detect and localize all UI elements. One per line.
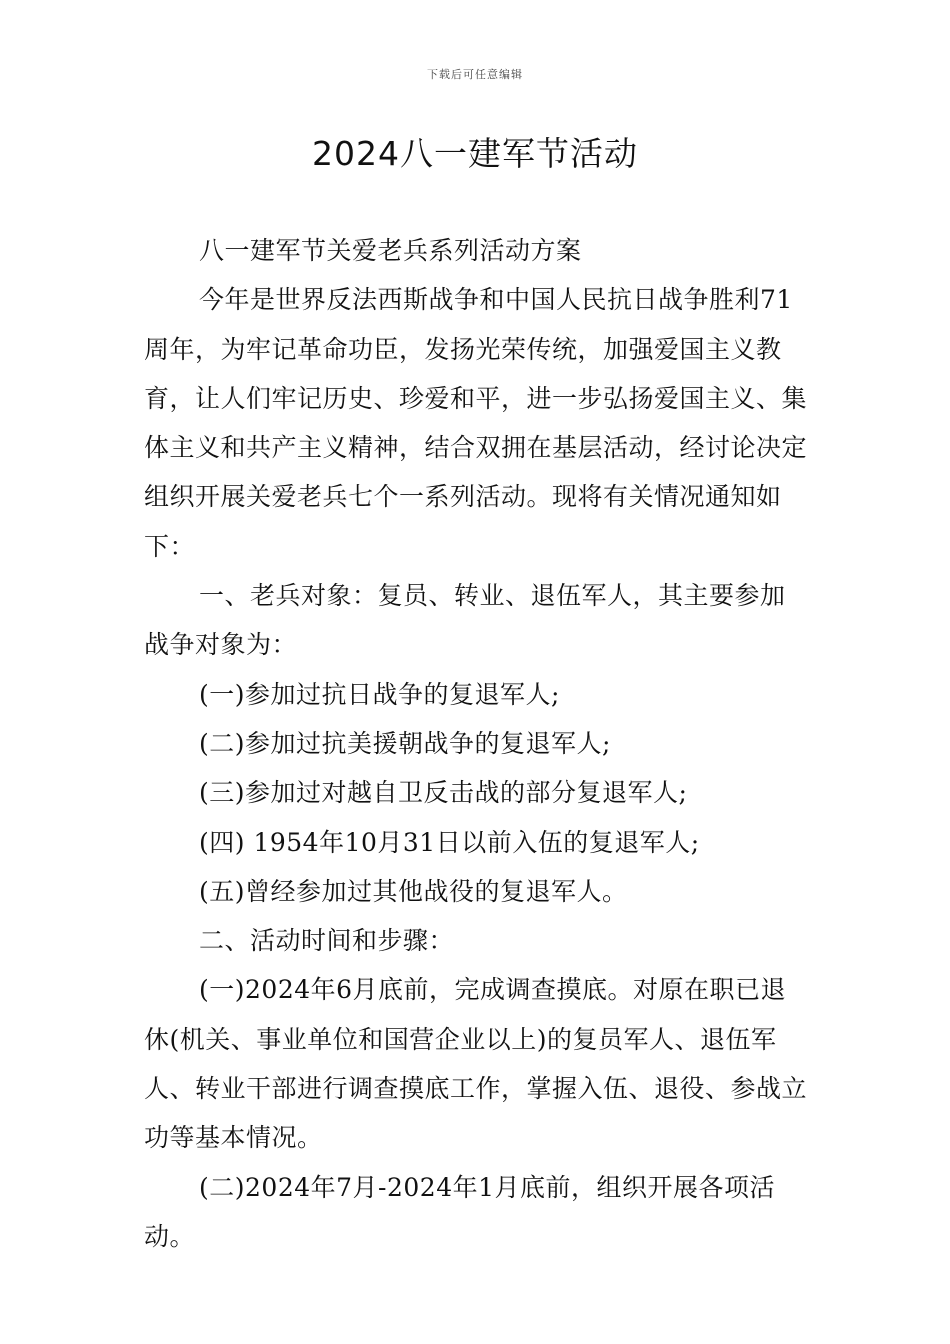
paragraph-item-3: (三)参加过对越自卫反击战的部分复退军人; bbox=[199, 778, 688, 808]
paragraph-item-4: (四) 1954年10月31日以前入伍的复退军人; bbox=[199, 827, 700, 857]
paragraph-subtitle: 八一建军节关爱老兵系列活动方案 bbox=[199, 236, 582, 265]
paragraph-item-1: (一)参加过抗日战争的复退军人; bbox=[199, 679, 560, 709]
paragraph-section-2: 二、活动时间和步骤： bbox=[199, 926, 455, 956]
paragraph-item-2: (二)参加过抗美援朝战争的复退军人; bbox=[199, 728, 611, 758]
paragraph-step-1: (一)2024年6月底前，完成调查摸底。对原在职已退休(机关、事业单位和国营企业以上)的复员军人、退伍军人、转业干部进行调查摸底工作，掌握入伍、退役、参战立功等基本情况。 bbox=[144, 975, 808, 1153]
paragraph-section-1: 一、老兵对象：复员、转业、退伍军人，其主要参加战争对象为： bbox=[144, 581, 786, 660]
paragraph-intro: 今年是世界反法西斯战争和中国人民抗日战争胜利71周年，为牢记革命功臣，发扬光荣传统，加强爱国主义教育，让人们牢记历史、珍爱和平，进一步弘扬爱国主义、集体主义和共产主义精神，结合双拥在基层活动，经讨论决定组织开展关爱老兵七个一系列活动。现将有关情况通知如下： bbox=[144, 285, 808, 561]
document-title: 2024八一建军节活动 bbox=[312, 134, 638, 173]
paragraph-step-2: (二)2024年7月-2024年1月底前，组织开展各项活动。 bbox=[144, 1172, 776, 1251]
header-note: 下载后可任意编辑 bbox=[427, 68, 523, 81]
document-body bbox=[144, 226, 809, 1261]
paragraph-item-5: (五)曾经参加过其他战役的复退军人。 bbox=[199, 876, 628, 906]
